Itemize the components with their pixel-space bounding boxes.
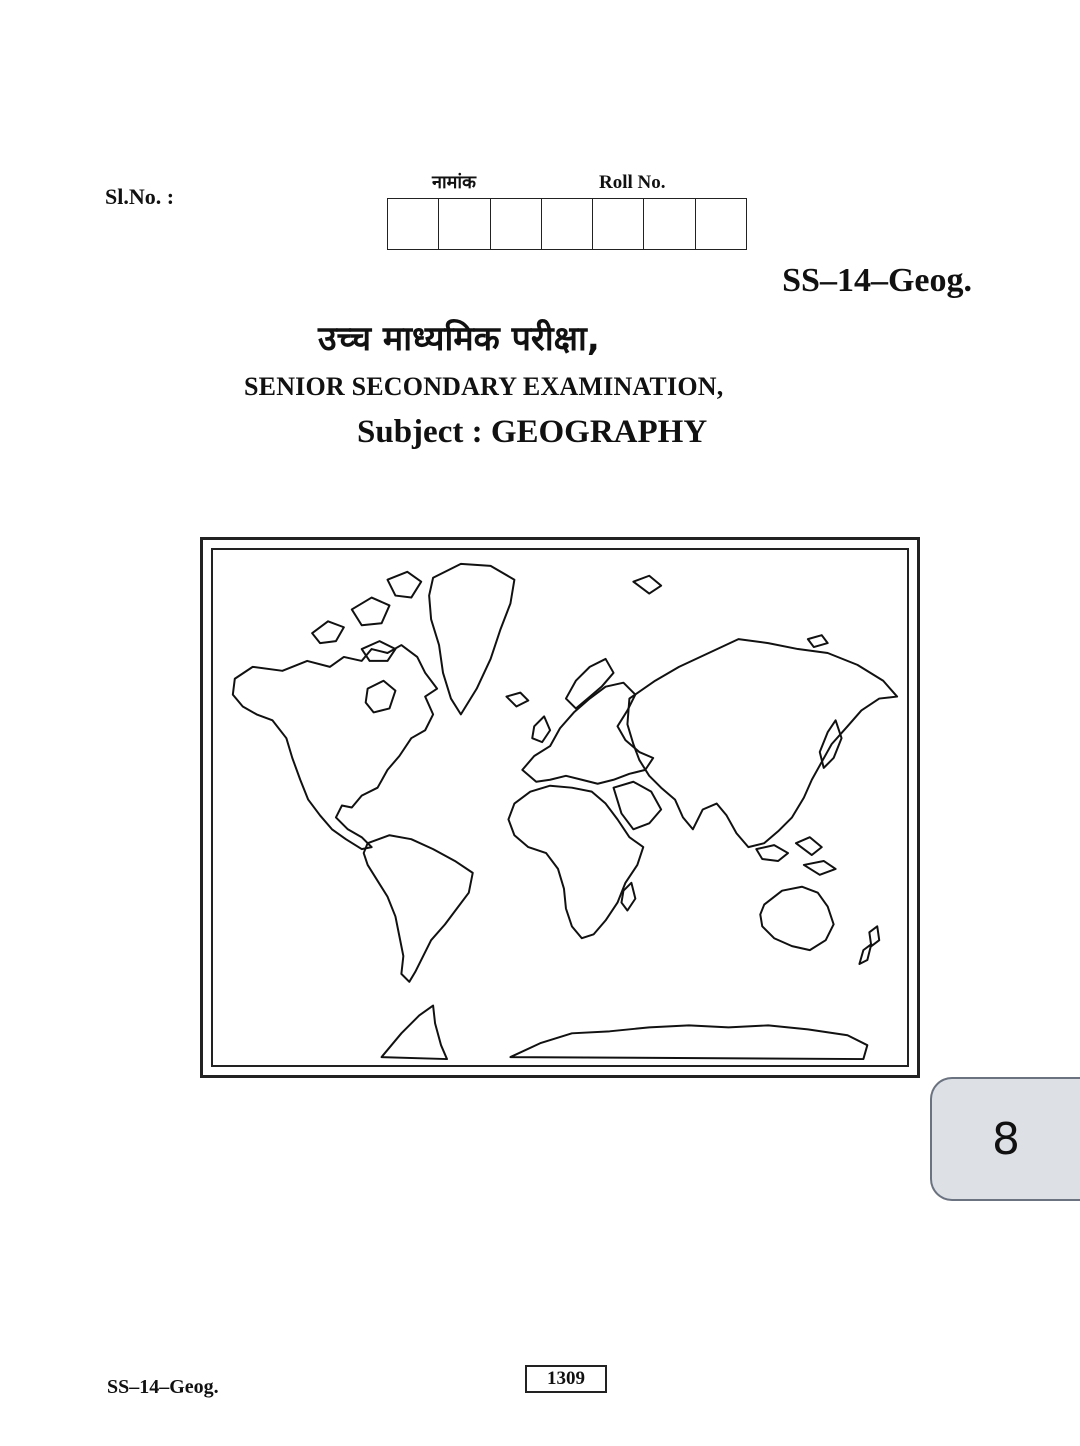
english-title: SENIOR SECONDARY EXAMINATION, bbox=[244, 372, 724, 401]
greenland-outline bbox=[429, 564, 514, 715]
world-map-inner-border bbox=[211, 548, 909, 1067]
roll-number-box bbox=[491, 199, 542, 249]
footer-paper-code: SS–14–Geog. bbox=[107, 1376, 219, 1398]
serial-number-label: Sl.No. : bbox=[105, 184, 175, 209]
hindi-title: उच्च माध्यमिक परीक्षा, bbox=[318, 319, 600, 359]
roll-number-box bbox=[644, 199, 695, 249]
paper-code: SS–14–Geog. bbox=[782, 262, 972, 299]
southeast-asia-islands-outline bbox=[756, 837, 835, 875]
new-zealand-outline bbox=[859, 926, 879, 964]
iceland-outline bbox=[506, 693, 528, 707]
world-map-icon bbox=[213, 550, 907, 1065]
roll-number-box bbox=[593, 199, 644, 249]
hudson-bay-outline bbox=[366, 681, 396, 713]
south-america-outline bbox=[364, 835, 473, 982]
roll-number-box bbox=[696, 199, 746, 249]
page-number-tab-label: 8 bbox=[992, 1113, 1020, 1165]
roll-number-box bbox=[388, 199, 439, 249]
russian-arctic-islands-outline bbox=[633, 576, 827, 647]
africa-outline bbox=[508, 786, 643, 939]
british-isles-outline bbox=[532, 716, 550, 742]
scandinavia-outline bbox=[566, 659, 614, 709]
antarctic-peninsula-outline bbox=[382, 1006, 447, 1059]
antarctica-outline bbox=[510, 1025, 867, 1059]
footer-page-number: 1309 bbox=[525, 1365, 607, 1393]
roll-number-box bbox=[542, 199, 593, 249]
roll-number-box bbox=[439, 199, 490, 249]
australia-outline bbox=[760, 887, 833, 950]
arabia-outline bbox=[614, 782, 662, 830]
north-america-outline bbox=[233, 645, 437, 849]
namank-label: नामांक bbox=[432, 172, 476, 193]
world-map-frame bbox=[200, 537, 920, 1078]
asia-outline bbox=[627, 639, 897, 847]
page-number-tab[interactable] bbox=[930, 1077, 1080, 1201]
roll-number-boxes bbox=[387, 198, 747, 250]
roll-number-label: Roll No. bbox=[599, 172, 666, 193]
subject-line: Subject : GEOGRAPHY bbox=[357, 414, 708, 450]
